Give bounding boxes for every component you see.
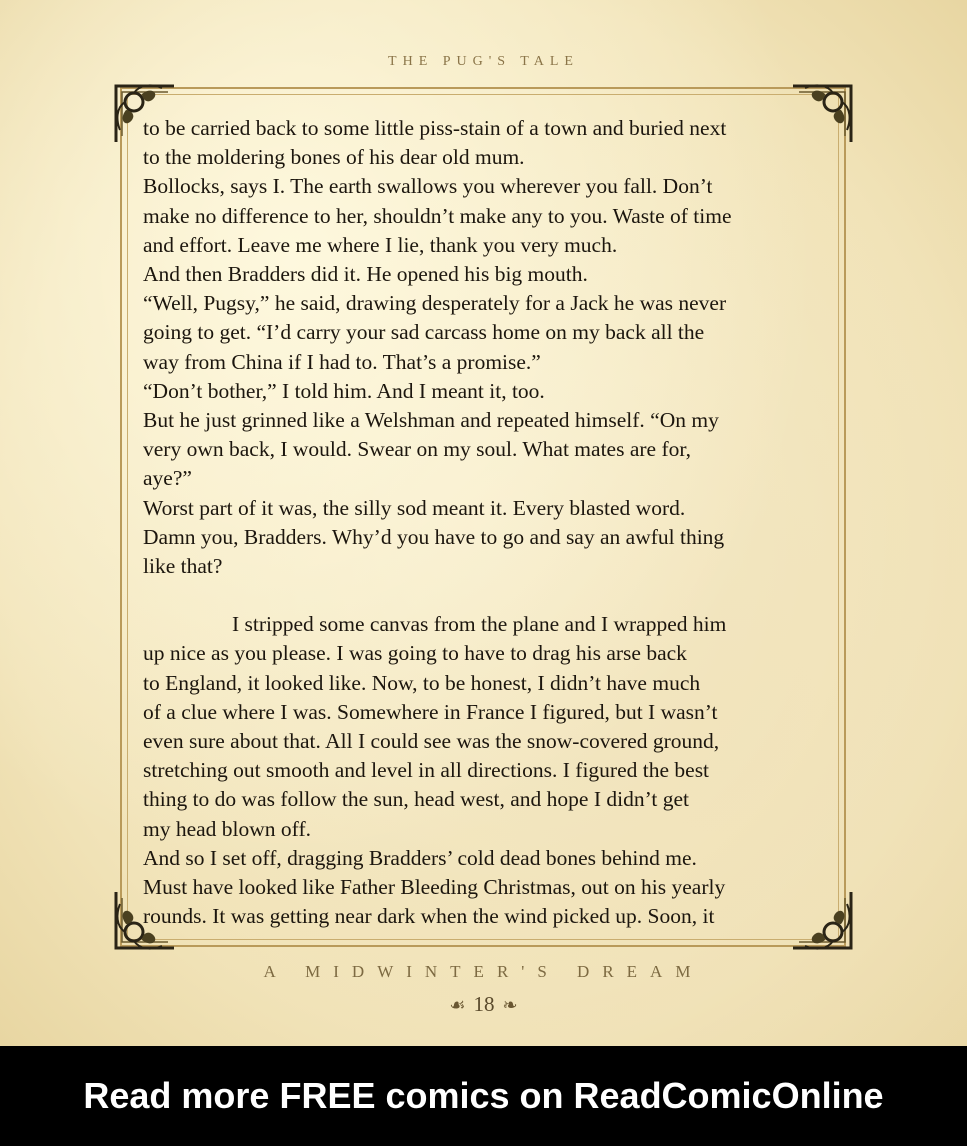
text-line: stretching out smooth and level in all directions. I figured the best [143,758,710,783]
promo-banner [0,1046,967,1146]
text-line: going to get. “I’d carry your sad carcass home on my back all the [143,320,705,345]
text-line: very own back, I would. Swear on my soul. What mates are for, [143,437,692,462]
text-line: to be carried back to some little piss-stain of a town and buried next [143,116,727,140]
paragraph-break [143,581,833,610]
fleuron-left-icon: ☙ [449,995,466,1015]
text-line: to the moldering bones of his dear old mum. [143,145,525,170]
text-line: make no difference to her, shouldn’t make any to you. Waste of time [143,203,732,228]
text-line: of a clue where I was. Somewhere in France I figured, but I wasn’t [143,699,718,724]
text-line: “Don’t bother,” I told him. And I meant it, too. [143,378,545,403]
text-line: Worst part of it was, the silly sod meant it. Every blasted word. [143,495,686,520]
text-line: And so I set off, dragging Bradders’ cold dead bones behind me. [143,845,697,870]
story-text [143,114,833,931]
text-line: my head blown off. [143,816,311,841]
text-line: I stripped some canvas from the plane and I wrapped him [232,612,727,637]
running-header: THE PUG'S TALE [388,54,579,69]
text-line: to England, it looked like. Now, to be honest, I didn’t have much [143,670,701,695]
text-line: like that? [143,554,223,579]
text-line: Must have looked like Father Bleeding Christmas, out on his yearly [143,875,726,900]
running-footer: A MIDWINTER'S DREAM [263,962,704,981]
text-line: up nice as you please. I was going to have to drag his arse back [143,641,687,666]
page-number: 18 [473,992,495,1016]
text-line: But he just grinned like a Welshman and repeated himself. “On my [143,408,719,433]
text-line: thing to do was follow the sun, head west, and hope I didn’t get [143,787,689,812]
text-line: aye?” [143,466,192,491]
text-line: even sure about that. All I could see was the snow-covered ground, [143,729,720,754]
text-line: Bollocks, says I. The earth swallows you wherever you fall. Don’t [143,174,713,199]
text-line: And then Bradders did it. He opened his big mouth. [143,262,588,287]
text-line: rounds. It was getting near dark when the wind picked up. Soon, it [143,904,715,929]
text-line: way from China if I had to. That’s a promise.” [143,349,541,374]
text-line: Damn you, Bradders. Why’d you have to go and say an awful thing [143,524,725,549]
page-number-block [0,992,967,1017]
fleuron-right-icon: ❧ [502,995,518,1015]
text-line: and effort. Leave me where I lie, thank you very much. [143,232,618,257]
text-line: “Well, Pugsy,” he said, drawing desperately for a Jack he was never [143,291,727,316]
promo-banner-text: Read more FREE comics on ReadComicOnline [83,1075,884,1116]
